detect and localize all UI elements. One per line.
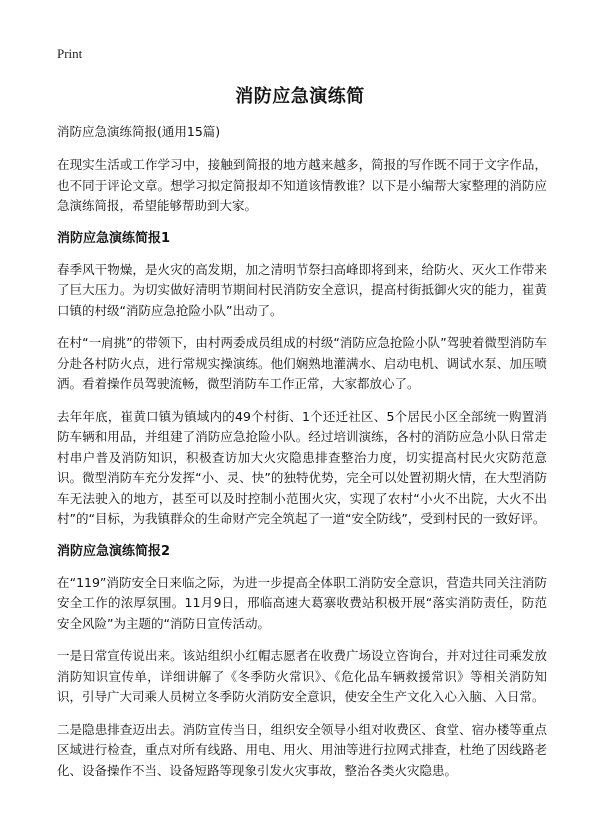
section-heading: 消防应急演练简报2 — [57, 543, 171, 559]
document-subtitle: 消防应急演练简报(通用15篇) — [57, 124, 221, 139]
section-paragraph: 二是隐患排查迈出去。消防宣传当日，组织安全领导小组对收费区、食堂、宿办楼等重点区域进行检查，重点对所有线路、用电、用火、用油等进行拉网式排查，杜绝了因线路老化、设备操作不当、设备短路等现象引发火灾事故，整治各类火灾隐患。 — [57, 721, 547, 778]
section-2 — [57, 542, 547, 782]
intro-paragraph: 在现实生活或工作学习中，接触到简报的地方越来越多，简报的写作既不同于文字作品，也不同于评论文章。想学习拟定简报却不知道该情教谁？以下是小编帮大家整理的消防应急演练简报，希望能够帮助到大家。 — [57, 157, 547, 213]
section-paragraph: 在“119”消防安全日来临之际，为进一步提高全体职工消防安全意识，营造共同关注消防安全工作的浓厚氛围。11月9日，邢临高速大葛寨收费站积极开展“落实消防责任，防范安全风险”为主题的“消防日宣传活动。 — [57, 574, 547, 631]
page-title: 消防应急演练简 — [235, 86, 365, 107]
section-paragraph: 春季风干物燥，是火灾的高发期，加之清明节祭扫高峰即将到来，给防火、灭火工作带来了巨大压力。为切实做好清明节期间村民消防安全意识，提高村街抵御火灾的能力，崔黄口镇的村级“消防应急抢险小队”出动了。 — [57, 261, 547, 318]
section-heading: 消防应急演练简报1 — [57, 230, 171, 246]
document-body — [57, 122, 547, 793]
section-1 — [57, 229, 547, 530]
section-paragraph: 一是日常宣传说出来。该站组织小红帽志愿者在收费广场设立咨询台，并对过往司乘发放消防知识宣传单，详细讲解了《冬季防火常识》、《危化品车辆救援常识》等相关消防知识，引导广大司乘人员树立冬季防火消防安全意识，使安全生产文化入心入脑、入日常。 — [57, 648, 547, 704]
print-link[interactable]: Print — [57, 46, 83, 61]
section-paragraph: 去年年底，崔黄口镇为镇域内的49个村街、1个还迁社区、5个居民小区全部统一购置消防车辆和用品，并组建了消防应急抢险小队。经过培训演练，各村的消防应急小队日常走村串户普及消防知识，积极查访加大火灾隐患排查整治力度，切实提高村民火灾防范意识。微型消防车充分发挥“小、灵、快”的独特优势，完全可以处置初期火情，在大型消防车无法驶入的地方，甚至可以及时控制小范围火灾，实现了农村“小火不出院，大火不出村”的“目标，为我镇群众的生命财产完全筑起了一道“安全防线”，受到村民的一致好评。 — [57, 408, 547, 526]
section-paragraph: 在村“一肩挑”的带领下，由村两委成员组成的村级“消防应急抢险小队”驾驶着微型消防车分赴各村防火点，进行常规实操演练。他们娴熟地灌满水、启动电机、调试水泵、加压喷洒。看着操作员驾驶流畅，微型消防车工作正常，大家都放心了。 — [57, 335, 547, 391]
